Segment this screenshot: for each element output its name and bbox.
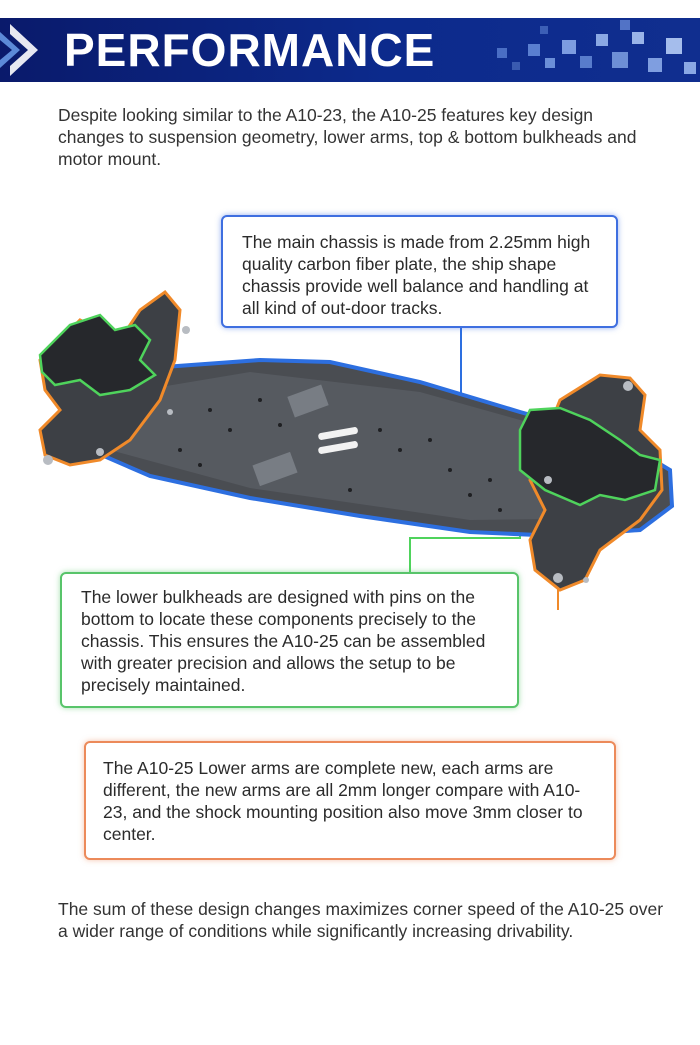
page-title: PERFORMANCE (64, 24, 436, 76)
lower-arm-callout: The A10-25 Lower arms are complete new, each arms are different, the new arms are all 2mm longer compare with A10-23, and the shock mounting position also move 3mm closer to center. (84, 741, 616, 860)
left-bulkhead (40, 315, 155, 395)
rc-car-chassis-illustration (0, 280, 700, 610)
intro-paragraph: Despite looking similar to the A10-23, the A10-25 features key design changes to suspension geometry, lower arms, top & bottom bulkheads and motor mount. (58, 105, 637, 169)
chevron-arrow-icon (0, 18, 60, 82)
bulkhead-callout: The lower bulkheads are designed with pins on the bottom to locate these components precisely to the chassis. This ensures the A10-25 can be assembled with greater precision and allows the setup to be precisely maintained. (60, 572, 519, 708)
header-banner (0, 18, 700, 82)
summary-paragraph: The sum of these design changes maximizes corner speed of the A10-25 over a wider range of conditions while significantly increasing drivability. (58, 899, 664, 941)
chassis-callout: The main chassis is made from 2.25mm high quality carbon fiber plate, the ship shape chassis provide well balance and handling at all kind of out-door tracks. (221, 215, 618, 328)
